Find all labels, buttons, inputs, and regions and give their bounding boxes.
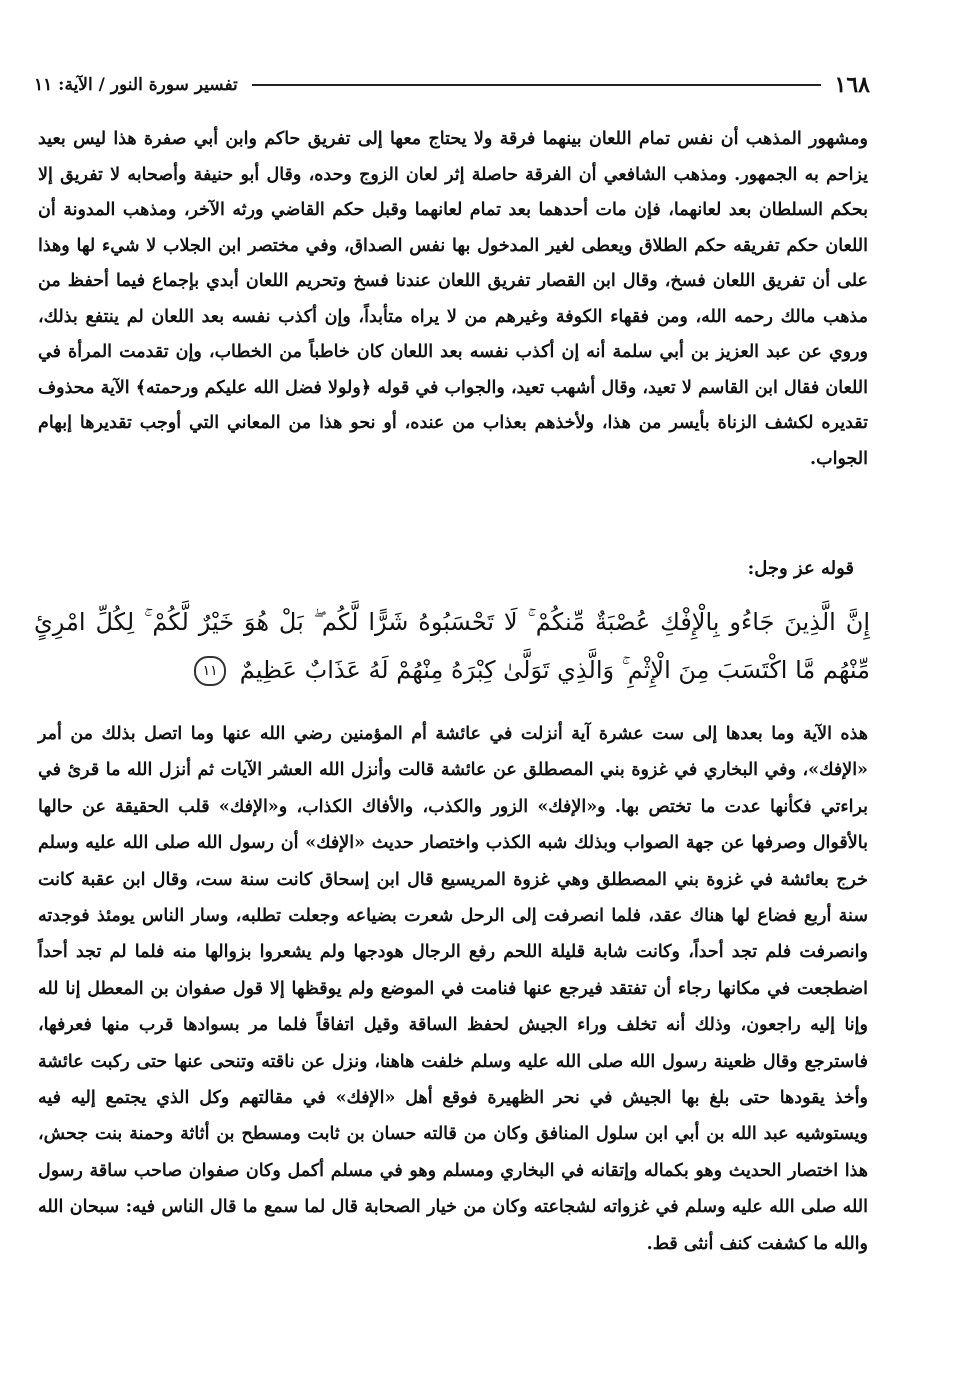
header-rule xyxy=(252,84,821,86)
running-title: تفسير سورة النور / الآية: ١١ xyxy=(34,75,238,95)
page-number: ١٦٨ xyxy=(834,72,870,98)
section-heading: قوله عز وجل: xyxy=(747,558,854,579)
verse-number-marker: ١١ xyxy=(194,656,226,686)
body-text-block xyxy=(38,122,868,477)
page-header xyxy=(34,68,870,102)
verse-text: إِنَّ الَّذِينَ جَاءُو بِالْإِفْكِ عُصْبَةٌ مِّنكُمْ ۚ لَا تَحْسَبُوهُ شَرًّا لَّكُم ۖ بَلْ هُوَ خَيْرٌ لَّكُمْ ۚ لِكُلِّ امْرِئٍ مِّنْهُم مَّا اكْتَسَبَ مِنَ الْإِثْمِ ۚ وَالَّذِي تَوَلَّىٰ كِبْرَهُ مِنْهُمْ لَهُ عَذَابٌ عَظِيمٌ xyxy=(34,608,870,684)
body-paragraph: ومشهور المذهب أن نفس تمام اللعان بينهما فرقة ولا يحتاج معها إلى تفريق حاكم وابن أبي صفرة هذا ليس بعيد يزاحم به الجمهور. ومذهب الشافعي أن الفرقة حاصلة إثر لعان الزوج وحده، وقال أبو حنيفة وأصحابه لا تفريق إلا بحكم السلطان بعد لعانهما، فإن مات أحدهما بعد تمام لعانهما وقبل حكم القاضي ورثه الآخر، ومذهب المدونة أن اللعان حكم تفريقه حكم الطلاق ويعطى لغير المدخول بها نفس الصداق، وفي مختصر ابن الجلاب لا شيء لها وهذا على أن تفريق اللعان فسخ، وقال ابن القصار تفريق اللعان عندنا فسخ وتحريم اللعان أبدي بإجماع فيما أحفظ من مذهب مالك رحمه الله، ومن فقهاء الكوفة وغيرهم من لا يراه متأبداً، وإن أكذب نفسه بعد اللعان لم ينتفع بذلك، وروي عن عبد العزيز بن أبي سلمة أنه إن أكذب نفسه بعد اللعان كان خاطباً من الخطاب، وإن تقدمت المرأة في اللعان فقال ابن القاسم لا تعيد، وقال أشهب تعيد، والجواب في قوله ﴿ولولا فضل الله عليكم ورحمته﴾ الآية محذوف تقديره لكشف الزناة بأيسر من هذا، ولأخذهم بعذاب من عنده، أو نحو هذا من المعاني التي أوجب تقديرها إبهام الجواب. xyxy=(38,129,868,469)
commentary-paragraph: هذه الآية وما بعدها إلى ست عشرة آية أنزلت في عائشة أم المؤمنين رضي الله عنها وما اتصل بذلك من أمر «الإفك»، وفي البخاري في غزوة بني المصطلق عن عائشة قالت وأنزل الله العشر الآيات ثم أنزل الله ما قرئ في براءتي فكأنها عدت ما تختص بها. و«الإفك» الزور والكذب، والأفاك الكذاب، و«الإفك» قلب الحقيقة عن حالها بالأقوال وصرفها عن جهة الصواب وبذلك شبه الكذب واختصار حديث «الإفك» أن رسول الله صلى الله عليه وسلم خرج بعائشة في غزوة بني المصطلق وهي غزوة المريسيع قال ابن إسحاق كانت سنة ست، وقال ابن عقبة كانت سنة أربع فضاع لها هناك عقد، فلما انصرفت إلى الرحل شعرت بضياعه وجعلت تطلبه، وسار الناس يومئذ فوجدته وانصرفت فلم تجد أحداً، وكانت شابة قليلة اللحم رفع الرجال هودجها ولم يشعروا بزوالها منه فلما لم تجد أحداً اضطجعت في مكانها رجاء أن تفتقد فيرجع عنها فنامت في الموضع ولم يوقظها إلا قول صفوان بن المعطل إنا لله وإنا إليه راجعون، وذلك أنه تخلف وراء الجيش لحفظ الساقة وقيل اتفاقاً فلما مر بسوادها قرب منها فعرفها، فاسترجع وقال ظعينة رسول الله صلى الله عليه وسلم خلفت هاهنا، ونزل عن ناقته وتنحى عنها حتى ركبت عائشة وأخذ يقودها حتى بلغ بها الجيش في نحر الظهيرة فوقع أهل «الإفك» في مقالتهم وكل الذي يجتمع إليه فيه ويستوشيه عبد الله بن أبي ابن سلول المنافق وكان من قالته حسان بن ثابت ومسطح بن أثاثة وحمنة بنت جحش، هذا اختصار الحديث وهو بكماله وإتقانه في البخاري ومسلم وهو في مسلم أكمل وكان صفوان صاحب ساقة رسول الله صلى الله عليه وسلم في غزواته لشجاعته وكان من خيار الصحابة قال لما سمع ما قال الناس فيه: سبحان الله والله ما كشفت كنف أنثى قط. xyxy=(38,724,868,1254)
quran-verse xyxy=(34,598,870,694)
commentary-block xyxy=(38,716,868,1262)
